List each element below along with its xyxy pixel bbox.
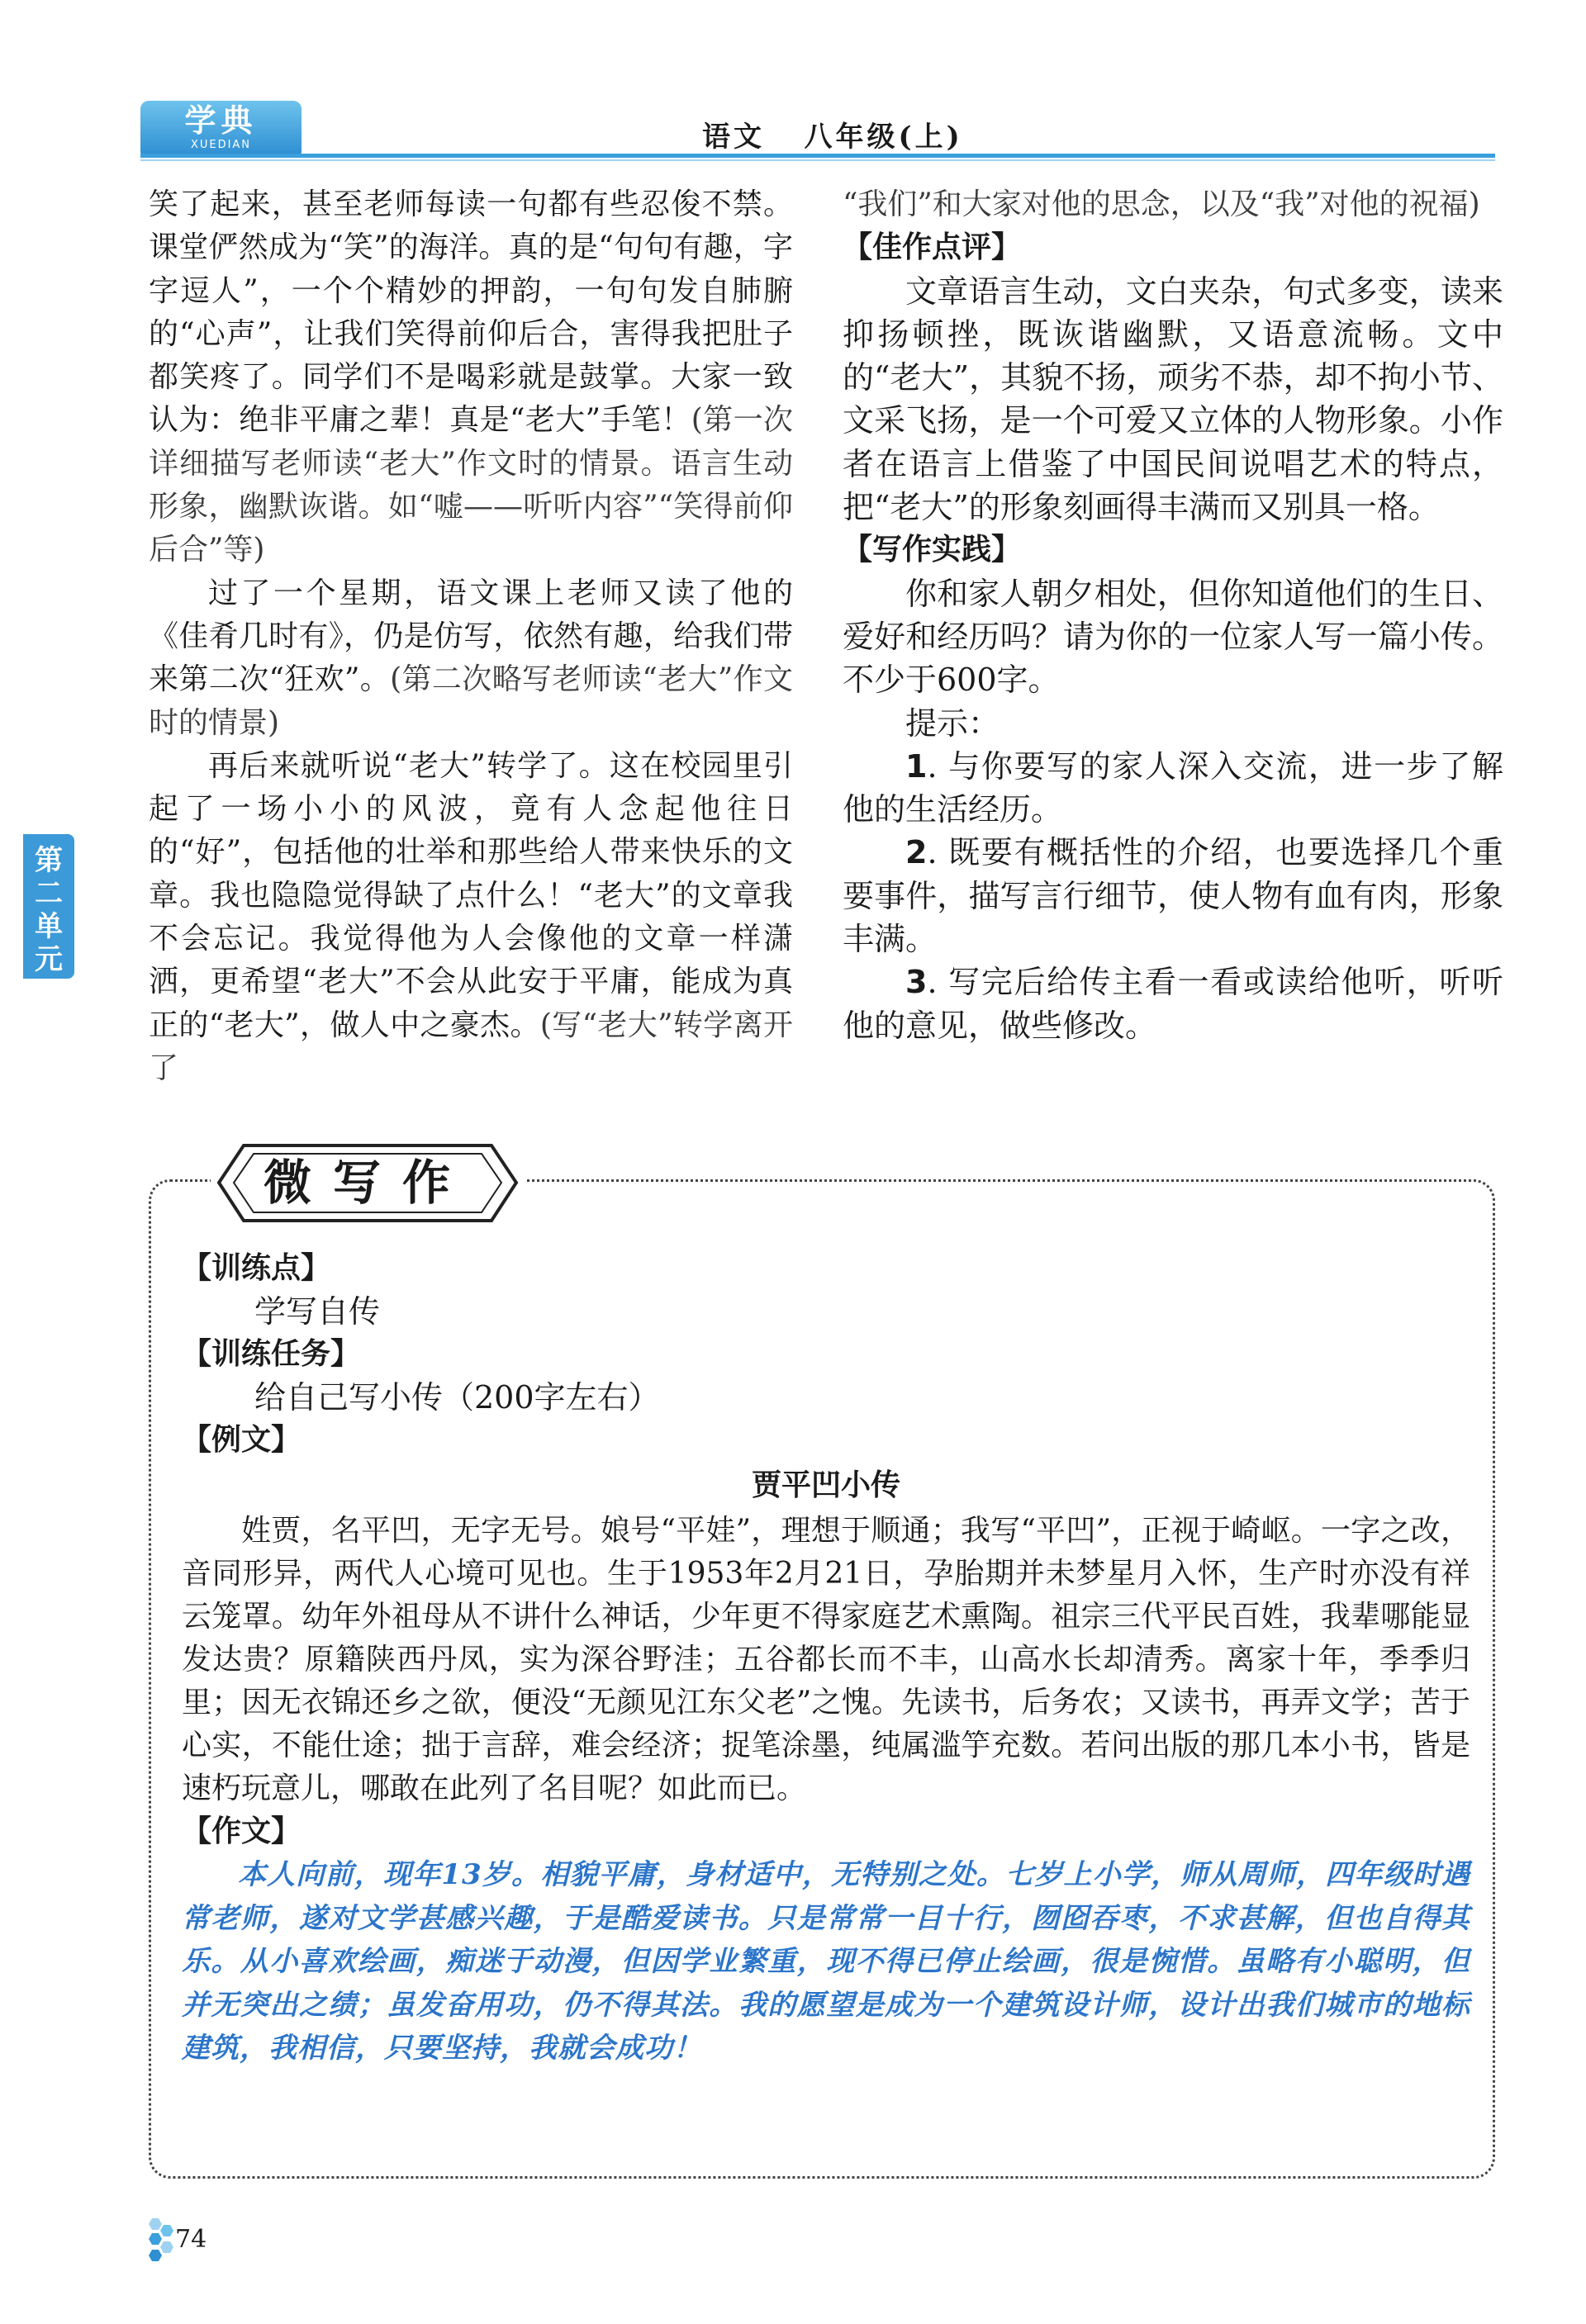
page-number: 74 [175,2225,207,2254]
hint-item [843,831,1503,960]
banner-title: 微写作 [263,1155,472,1211]
logo-chinese: 学典 [184,102,258,139]
practice-text: 你和家人朝夕相处，但你知道他们的生日、爱好和经历吗？请为你的一位家人写一篇小传。不少于600字。 [843,575,1503,699]
hint-number: 3 [905,964,928,1001]
hint-item [843,745,1503,832]
hint-number: 2 [905,834,928,871]
header-rule-thin [140,159,1495,161]
right-column [843,183,1503,1047]
hint-label: 提示： [905,704,1000,742]
training-point-heading: 【训练点】 [182,1251,331,1285]
example-heading: 【例文】 [182,1423,302,1457]
unit-tab-char: 单 [35,910,63,943]
annotation: (第二次略写老师读“老大”作文时的情景) [149,662,794,740]
book-title: 语文 八年级(上) [702,121,963,154]
header-rule [140,154,1495,158]
hint-text: . 与你要写的家人深入交流，进一步了解他的生活经历。 [843,747,1503,828]
micro-writing-banner [211,1136,525,1231]
training-task-heading: 【训练任务】 [182,1337,361,1371]
paragraph [149,572,793,745]
hint-item [843,960,1503,1047]
review-text: 文章语言生动，文白夹杂，句式多变，读来抑扬顿挫，既诙谐幽默，又语意流畅。文中的“老大”，其貌不扬，顽劣不恭，却不拘小节、文采飞扬，是一个可爱又立体的人物形象。小作者在语言上借鉴了中国民间说唱艺术的特点，把“老大”的形象刻画得丰满而又别具一格。 [843,273,1503,526]
micro-writing-content [182,1247,1470,2070]
publisher-logo [140,101,302,155]
example-text: 姓贾，名平凹，无字无号。娘号“平娃”，理想于顺通；我写“平凹”，正视于崎岖。一字之改，音同形异，两代人心境可见也。生于1953年2月21日，孕胎期并未梦星月入怀，生产时亦没有祥云笼罩。幼年外祖母从不讲什么神话，少年更不得家庭艺术熏陶。祖宗三代平民百姓，我辈哪能显发达贵？原籍陕西丹凤，实为深谷野洼；五谷都长而不丰，山高水长却清秀。离家十年，季季归里；因无衣锦还乡之欲，便没“无颜见江东父老”之愧。先读书，后务农；又读书，再弄文学；苦于心实，不能仕途；拙于言辞，难会经济；捉笔涂墨，纯属滥竽充数。若问出版的那几本小书，皆是速朽玩意儿，哪敢在此列了名目呢？如此而已。 [182,1514,1470,1805]
unit-tab-char: 第 [35,844,63,877]
unit-tab-char: 元 [35,943,63,976]
essay-heading: 【作文】 [182,1814,302,1848]
paragraph-text: 笑了起来，甚至老师每读一句都有些忍俊不禁。课堂俨然成为“笑”的海洋。真的是“句句有趣，字字逗人”，一个个精妙的押韵，一句句发自肺腑的“心声”，让我们笑得前仰后合，害得我把肚子都笑疼了。同学们不是喝彩就是鼓掌。大家一致认为：绝非平庸之辈！真是“老大”手笔！ [149,187,793,438]
training-point: 学写自传 [254,1293,381,1330]
paragraph-text: 过了一个星期，语文课上老师又读了他的《佳肴几时有》，仍是仿写，依然有趣，给我们带来第二次“狂欢”。 [149,576,793,697]
paragraph [149,745,793,1090]
review-heading: 【佳作点评】 [843,230,1022,265]
hint-text: . 既要有概括性的介绍，也要选择几个重要事件，描写言行细节，使人物有血有肉，形象丰满。 [843,834,1503,958]
unit-tab [23,834,74,979]
training-task: 给自己写小传（200字左右） [254,1379,660,1416]
paragraph-text: 再后来就听说“老大”转学了。这在校园里引起了一场小小的风波，竟有人念起他往日的“好”，包括他的壮举和那些给人带来快乐的文章。我也隐隐觉得缺了点什么！“老大”的文章我不会忘记。我觉得他为人会像他的文章一样潇洒，更希望“老大”不会从此安于平庸，能成为真正的“老大”，做人中之豪杰。 [149,748,793,1042]
hint-number: 1 [905,747,928,785]
unit-tab-char: 二 [35,877,63,910]
practice-heading: 【写作实践】 [843,533,1022,567]
annotation-continued: “我们”和大家对他的思念，以及“我”对他的祝福) [843,187,1480,221]
paragraph [149,183,793,572]
annotation: (第一次详细描写老师读“老大”作文时的情景。语言生动形象，幽默诙谐。如“嘘——听听内容”“笑得前仰后合”等) [149,403,793,567]
student-essay: 本人向前，现年13岁。相貌平庸，身材适中，无特别之处。七岁上小学，师从周师，四年级时遇常老师，遂对文学甚感兴趣，于是酷爱读书。只是常常一目十行，囫囵吞枣，不求甚解，但也自得其乐。从小喜欢绘画，痴迷于动漫，但因学业繁重，现不得已停止绘画，很是惋惜。虽略有小聪明，但并无突出之绩；虽发奋用功，仍不得其法。我的愿望是成为一个建筑设计师，设计出我们城市的地标建筑，我相信，只要坚持，我就会成功！ [182,1858,1470,2065]
logo-pinyin: XUEDIAN [190,139,252,151]
left-column [149,183,793,1090]
example-title: 贾平凹小传 [751,1468,900,1502]
hint-text: . 写完后给传主看一看或读给他听，听听他的意见，做些修改。 [843,964,1503,1044]
annotation: (写“老大”转学离开了 [149,1008,794,1085]
